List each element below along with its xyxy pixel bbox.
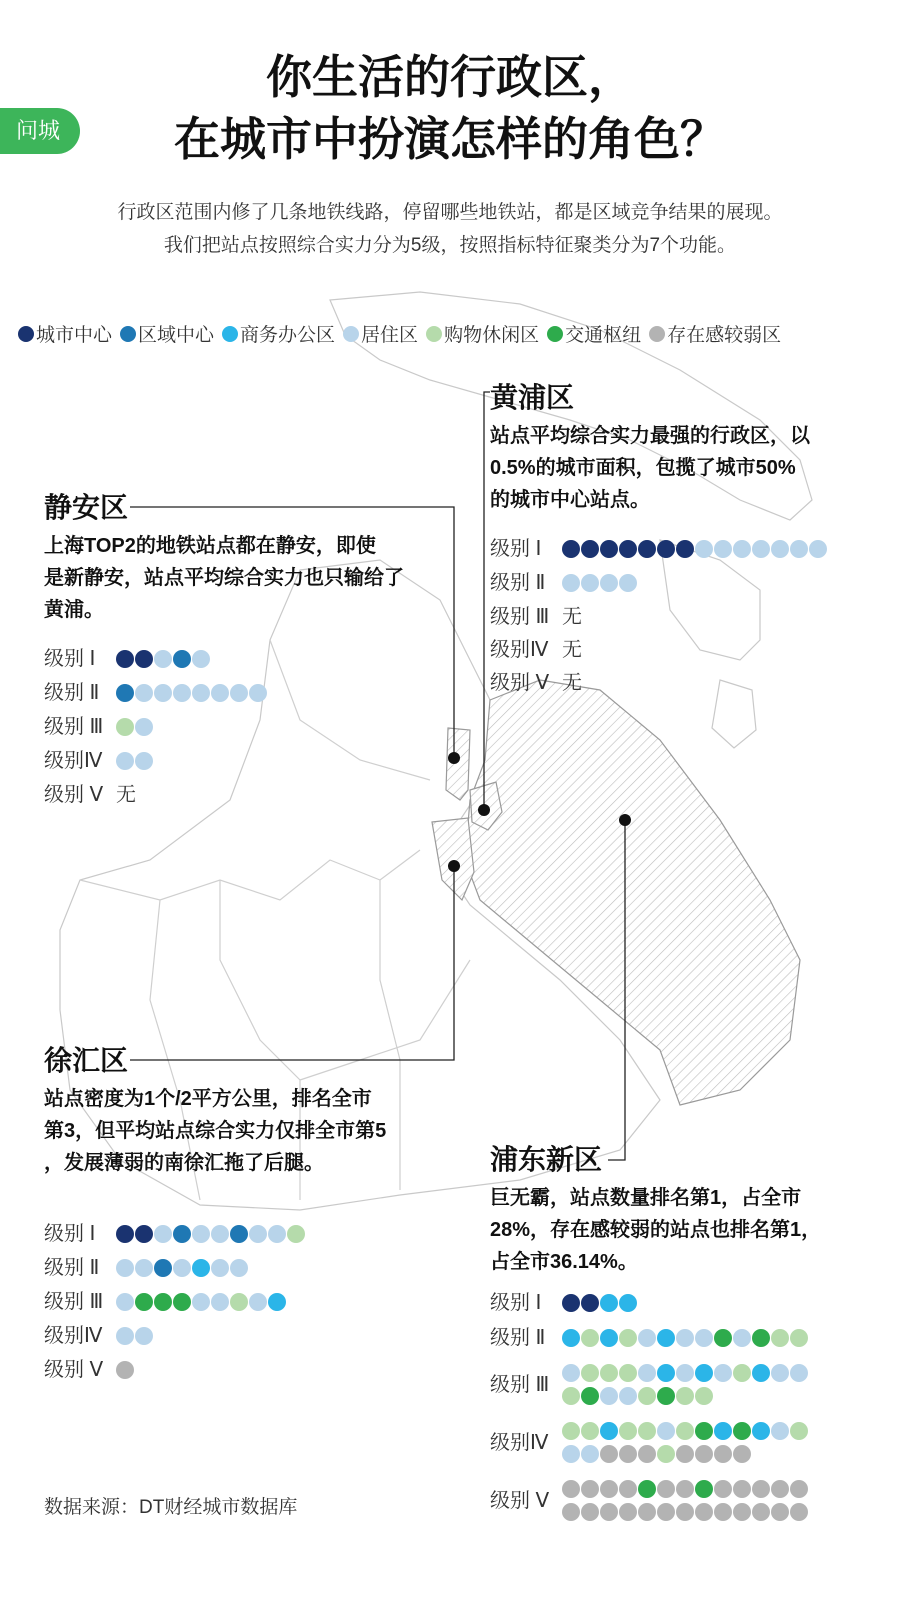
station-dot-shopping <box>638 1387 656 1405</box>
station-dot-shopping <box>619 1422 637 1440</box>
station-dot-weak <box>733 1480 751 1498</box>
station-dot-office <box>268 1293 286 1311</box>
level-label: 级别 Ⅴ <box>44 784 104 806</box>
station-dot-weak <box>619 1480 637 1498</box>
station-dot-row <box>116 1223 306 1246</box>
level-row <box>44 750 404 773</box>
level-label: 级别Ⅳ <box>44 750 103 772</box>
station-dot-weak <box>638 1445 656 1463</box>
level-label: 级别 Ⅰ <box>490 538 542 560</box>
station-dot-shopping <box>581 1422 599 1440</box>
station-dot-resident <box>676 1329 694 1347</box>
station-dot-weak <box>676 1445 694 1463</box>
station-dot-resident <box>211 1293 229 1311</box>
station-dot-resident <box>581 1445 599 1463</box>
station-dot-city <box>581 540 599 558</box>
station-dot-row <box>562 538 828 561</box>
level-row <box>490 1420 821 1466</box>
station-dot-weak <box>752 1503 770 1521</box>
station-dot-office <box>600 1329 618 1347</box>
station-dot-transit <box>154 1293 172 1311</box>
station-dot-region <box>173 1225 191 1243</box>
station-dot-shopping <box>619 1329 637 1347</box>
level-label: 级别Ⅳ <box>490 639 549 661</box>
station-dot-weak <box>619 1503 637 1521</box>
station-dot-shopping <box>733 1364 751 1382</box>
level-label: 级别Ⅳ <box>490 1432 549 1454</box>
district-description <box>490 420 828 516</box>
station-dot-resident <box>771 1364 789 1382</box>
station-dot-weak <box>714 1445 732 1463</box>
station-dot-region <box>116 684 134 702</box>
legend-item-shopping <box>426 320 539 347</box>
no-stations-text: 无 <box>562 639 582 661</box>
station-dot-weak <box>676 1503 694 1521</box>
pudong-marker <box>619 814 631 826</box>
station-dot-group <box>562 572 638 595</box>
subtitle-line-2: 我们把站点按照综合实力分为5级，按照指标特征聚类分为7个功能。 <box>163 235 737 256</box>
station-dot-group <box>562 538 828 561</box>
description-line: 上海TOP2的地铁站点都在静安，即使 <box>44 535 376 557</box>
level-label: 级别Ⅳ <box>44 1325 103 1347</box>
jingan-district-shape <box>446 728 470 800</box>
level-label: 级别 Ⅱ <box>490 1327 546 1349</box>
station-dot-resident <box>154 650 172 668</box>
station-dot-resident <box>230 1259 248 1277</box>
station-dot-row <box>116 1325 154 1348</box>
description-line: 站点平均综合实力最强的行政区，以 <box>490 425 810 447</box>
station-dot-resident <box>135 1259 153 1277</box>
station-dot-resident <box>581 574 599 592</box>
station-dot-resident <box>192 684 210 702</box>
station-dot-office <box>619 1294 637 1312</box>
station-dot-region <box>173 650 191 668</box>
level-row <box>44 648 404 671</box>
station-dot-resident <box>790 540 808 558</box>
level-row <box>490 672 828 694</box>
legend-item-office <box>222 320 335 347</box>
level-row <box>490 639 828 661</box>
legend-swatch <box>222 326 238 342</box>
station-dot-row <box>116 648 211 671</box>
legend-item-city <box>18 320 112 347</box>
level-list <box>44 1223 386 1382</box>
station-dot-group <box>116 1325 154 1348</box>
station-dot-resident <box>638 1329 656 1347</box>
station-dot-group <box>116 1291 287 1314</box>
station-dot-resident <box>695 1329 713 1347</box>
station-dot-weak <box>600 1445 618 1463</box>
legend-swatch <box>120 326 136 342</box>
jingan-panel <box>44 490 404 817</box>
level-row <box>44 1257 386 1280</box>
station-dot-office <box>752 1422 770 1440</box>
district-description <box>44 530 404 626</box>
station-dot-row <box>562 1420 809 1443</box>
level-label: 级别 Ⅴ <box>44 1359 104 1381</box>
station-dot-weak <box>619 1445 637 1463</box>
station-dot-office <box>192 1259 210 1277</box>
station-dot-resident <box>733 540 751 558</box>
station-dot-shopping <box>287 1225 305 1243</box>
station-dot-group <box>562 1327 809 1350</box>
level-list <box>44 648 404 806</box>
legend-label: 商务办公区 <box>240 325 336 346</box>
station-dot-city <box>135 1225 153 1243</box>
station-dot-transit <box>752 1329 770 1347</box>
description-line: 是新静安，站点平均综合实力也只输给了 <box>44 567 404 589</box>
station-dot-weak <box>116 1361 134 1379</box>
legend-swatch <box>426 326 442 342</box>
station-dot-shopping <box>562 1422 580 1440</box>
station-dot-weak <box>714 1503 732 1521</box>
station-dot-resident <box>135 1327 153 1345</box>
page-subtitle <box>0 196 900 262</box>
level-row <box>490 1292 821 1315</box>
station-dot-transit <box>135 1293 153 1311</box>
station-dot-region <box>154 1259 172 1277</box>
station-dot-weak <box>714 1480 732 1498</box>
station-dot-city <box>638 540 656 558</box>
station-dot-resident <box>249 1293 267 1311</box>
station-dot-resident <box>230 684 248 702</box>
station-dot-weak <box>771 1480 789 1498</box>
no-stations-text: 无 <box>116 784 136 806</box>
xuhui-panel <box>44 1043 386 1393</box>
level-label: 级别 Ⅲ <box>44 716 104 738</box>
pudong-panel <box>490 1142 821 1536</box>
station-dot-transit <box>657 1387 675 1405</box>
level-label: 级别 Ⅱ <box>490 572 546 594</box>
station-dot-row <box>562 1501 809 1524</box>
station-dot-row <box>562 1292 638 1315</box>
station-dot-weak <box>695 1445 713 1463</box>
legend-label: 购物休闲区 <box>444 325 540 346</box>
station-dot-city <box>116 650 134 668</box>
station-dot-group <box>562 1420 809 1466</box>
district-name: 徐汇区 <box>44 1045 129 1076</box>
level-list <box>490 538 828 694</box>
level-row <box>44 784 404 806</box>
description-line: 巨无霸，站点数量排名第1，占全市 <box>490 1187 802 1209</box>
station-dot-row <box>562 1443 809 1466</box>
station-dot-resident <box>619 574 637 592</box>
legend-label: 区域中心 <box>138 325 215 346</box>
station-dot-row <box>116 1257 249 1280</box>
level-label: 级别 Ⅱ <box>44 682 100 704</box>
station-dot-shopping <box>116 718 134 736</box>
level-label: 级别 Ⅲ <box>44 1291 104 1313</box>
station-dot-resident <box>733 1329 751 1347</box>
station-dot-weak <box>790 1480 808 1498</box>
level-row <box>44 716 404 739</box>
station-dot-group <box>116 1223 306 1246</box>
station-dot-resident <box>211 1259 229 1277</box>
station-dot-shopping <box>676 1387 694 1405</box>
station-dot-row <box>562 1327 809 1350</box>
station-dot-shopping <box>600 1364 618 1382</box>
legend-label: 城市中心 <box>36 325 113 346</box>
station-dot-weak <box>562 1503 580 1521</box>
station-dot-office <box>714 1422 732 1440</box>
huangpu-marker <box>478 804 490 816</box>
data-source: 数据来源：DT财经城市数据库 <box>44 1497 298 1518</box>
function-legend <box>18 320 789 347</box>
description-line: 0.5%的城市面积，包揽了城市50% <box>490 457 796 479</box>
station-dot-resident <box>657 1422 675 1440</box>
station-dot-city <box>562 540 580 558</box>
station-dot-resident <box>154 1225 172 1243</box>
station-dot-group <box>116 1257 249 1280</box>
level-row <box>490 538 828 561</box>
legend-item-region <box>120 320 214 347</box>
station-dot-office <box>562 1329 580 1347</box>
level-row <box>44 1325 386 1348</box>
station-dot-shopping <box>619 1364 637 1382</box>
level-row <box>44 1291 386 1314</box>
description-line: 占全市36.14%。 <box>490 1251 638 1273</box>
description-line: 站点密度为1个/2平方公里，排名全市 <box>44 1088 372 1110</box>
station-dot-resident <box>562 1364 580 1382</box>
station-dot-resident <box>752 540 770 558</box>
level-label: 级别 Ⅲ <box>490 1374 550 1396</box>
station-dot-weak <box>600 1480 618 1498</box>
station-dot-weak <box>771 1503 789 1521</box>
station-dot-resident <box>116 1293 134 1311</box>
station-dot-shopping <box>581 1329 599 1347</box>
page-title <box>0 46 900 170</box>
level-row <box>490 1362 821 1408</box>
station-dot-resident <box>714 540 732 558</box>
station-dot-shopping <box>562 1387 580 1405</box>
district-name: 黄浦区 <box>490 382 575 413</box>
legend-swatch <box>343 326 359 342</box>
station-dot-resident <box>116 1259 134 1277</box>
station-dot-group <box>116 648 211 671</box>
level-label: 级别 Ⅴ <box>490 1490 550 1512</box>
station-dot-resident <box>135 718 153 736</box>
station-dot-city <box>562 1294 580 1312</box>
station-dot-city <box>135 650 153 668</box>
jingan-marker <box>448 752 460 764</box>
station-dot-weak <box>657 1480 675 1498</box>
station-dot-resident <box>173 684 191 702</box>
station-dot-transit <box>638 1480 656 1498</box>
description-line: 28%，存在感较弱的站点也排名第1， <box>490 1219 822 1241</box>
station-dot-weak <box>695 1503 713 1521</box>
station-dot-resident <box>600 574 618 592</box>
station-dot-region <box>230 1225 248 1243</box>
station-dot-resident <box>116 1327 134 1345</box>
station-dot-city <box>581 1294 599 1312</box>
legend-item-weak <box>649 320 781 347</box>
station-dot-row <box>562 572 638 595</box>
station-dot-group <box>116 682 268 705</box>
station-dot-city <box>619 540 637 558</box>
level-row <box>490 572 828 595</box>
level-row <box>44 1223 386 1246</box>
description-line: 第3，但平均站点综合实力仅排全市第5 <box>44 1120 387 1142</box>
title-line-1: 你生活的行政区， <box>266 51 634 103</box>
district-description <box>44 1083 386 1179</box>
station-dot-resident <box>116 752 134 770</box>
station-dot-group <box>116 716 154 739</box>
level-label: 级别 Ⅲ <box>490 606 550 628</box>
station-dot-resident <box>268 1225 286 1243</box>
station-dot-weak <box>657 1503 675 1521</box>
station-dot-group <box>562 1292 638 1315</box>
station-dot-row <box>116 716 154 739</box>
station-dot-resident <box>192 1225 210 1243</box>
no-stations-text: 无 <box>562 672 582 694</box>
station-dot-weak <box>733 1503 751 1521</box>
station-dot-shopping <box>695 1387 713 1405</box>
station-dot-weak <box>638 1503 656 1521</box>
legend-swatch <box>18 326 34 342</box>
legend-label: 交通枢纽 <box>565 325 642 346</box>
station-dot-resident <box>714 1364 732 1382</box>
station-dot-shopping <box>790 1329 808 1347</box>
station-dot-row <box>116 682 268 705</box>
station-dot-row <box>562 1478 809 1501</box>
district-description <box>490 1182 821 1278</box>
station-dot-row <box>562 1385 809 1408</box>
subtitle-line-1: 行政区范围内修了几条地铁线路，停留哪些地铁站，都是区域竞争结果的展现。 <box>117 202 783 223</box>
category-tag: 问城 <box>0 108 80 154</box>
station-dot-office <box>657 1364 675 1382</box>
level-row <box>44 682 404 705</box>
station-dot-resident <box>771 540 789 558</box>
station-dot-group <box>562 1478 809 1524</box>
level-label: 级别 Ⅰ <box>490 1292 542 1314</box>
station-dot-resident <box>135 684 153 702</box>
level-row <box>490 606 828 628</box>
station-dot-resident <box>619 1387 637 1405</box>
level-row <box>44 1359 386 1382</box>
district-name: 浦东新区 <box>490 1144 603 1175</box>
legend-label: 居住区 <box>361 325 419 346</box>
level-label: 级别 Ⅴ <box>490 672 550 694</box>
station-dot-weak <box>790 1503 808 1521</box>
legend-item-resident <box>343 320 418 347</box>
station-dot-shopping <box>638 1422 656 1440</box>
level-row <box>490 1327 821 1350</box>
station-dot-resident <box>192 650 210 668</box>
level-row <box>490 1478 821 1524</box>
station-dot-group <box>116 1359 135 1382</box>
no-stations-text: 无 <box>562 606 582 628</box>
station-dot-city <box>657 540 675 558</box>
station-dot-city <box>676 540 694 558</box>
legend-swatch <box>547 326 563 342</box>
station-dot-resident <box>249 684 267 702</box>
station-dot-weak <box>752 1480 770 1498</box>
station-dot-resident <box>790 1364 808 1382</box>
station-dot-row <box>116 1291 287 1314</box>
station-dot-resident <box>154 684 172 702</box>
station-dot-shopping <box>771 1329 789 1347</box>
title-line-2: 在城市中扮演怎样的角色？ <box>174 113 726 165</box>
station-dot-resident <box>192 1293 210 1311</box>
description-line: 黄浦。 <box>44 599 104 621</box>
legend-swatch <box>649 326 665 342</box>
station-dot-transit <box>733 1422 751 1440</box>
station-dot-weak <box>676 1480 694 1498</box>
level-label: 级别 Ⅰ <box>44 648 96 670</box>
station-dot-transit <box>714 1329 732 1347</box>
station-dot-office <box>752 1364 770 1382</box>
station-dot-resident <box>173 1259 191 1277</box>
station-dot-row <box>562 1362 809 1385</box>
district-name: 静安区 <box>44 492 129 523</box>
station-dot-weak <box>581 1503 599 1521</box>
xuhui-marker <box>448 860 460 872</box>
station-dot-office <box>600 1422 618 1440</box>
station-dot-row <box>116 750 154 773</box>
station-dot-resident <box>771 1422 789 1440</box>
station-dot-weak <box>581 1480 599 1498</box>
station-dot-resident <box>135 752 153 770</box>
station-dot-transit <box>581 1387 599 1405</box>
station-dot-row <box>116 1359 135 1382</box>
station-dot-resident <box>695 540 713 558</box>
station-dot-group <box>116 750 154 773</box>
station-dot-office <box>695 1364 713 1382</box>
station-dot-shopping <box>790 1422 808 1440</box>
description-line: 的城市中心站点。 <box>490 489 650 511</box>
station-dot-resident <box>562 574 580 592</box>
station-dot-city <box>116 1225 134 1243</box>
station-dot-shopping <box>676 1422 694 1440</box>
station-dot-office <box>657 1329 675 1347</box>
station-dot-resident <box>676 1364 694 1382</box>
legend-item-transit <box>547 320 641 347</box>
station-dot-resident <box>600 1387 618 1405</box>
station-dot-transit <box>695 1480 713 1498</box>
station-dot-weak <box>600 1503 618 1521</box>
station-dot-office <box>600 1294 618 1312</box>
station-dot-shopping <box>657 1445 675 1463</box>
huangpu-panel <box>490 380 828 705</box>
level-label: 级别 Ⅱ <box>44 1257 100 1279</box>
station-dot-resident <box>638 1364 656 1382</box>
station-dot-group <box>562 1362 809 1408</box>
station-dot-resident <box>562 1445 580 1463</box>
station-dot-shopping <box>230 1293 248 1311</box>
station-dot-transit <box>173 1293 191 1311</box>
level-label: 级别 Ⅰ <box>44 1223 96 1245</box>
legend-label: 存在感较弱区 <box>667 325 782 346</box>
station-dot-weak <box>562 1480 580 1498</box>
station-dot-city <box>600 540 618 558</box>
station-dot-resident <box>249 1225 267 1243</box>
station-dot-transit <box>695 1422 713 1440</box>
station-dot-resident <box>211 1225 229 1243</box>
level-list <box>490 1292 821 1524</box>
station-dot-shopping <box>581 1364 599 1382</box>
station-dot-resident <box>809 540 827 558</box>
station-dot-resident <box>211 684 229 702</box>
description-line: ，发展薄弱的南徐汇拖了后腿。 <box>44 1152 324 1174</box>
station-dot-weak <box>733 1445 751 1463</box>
